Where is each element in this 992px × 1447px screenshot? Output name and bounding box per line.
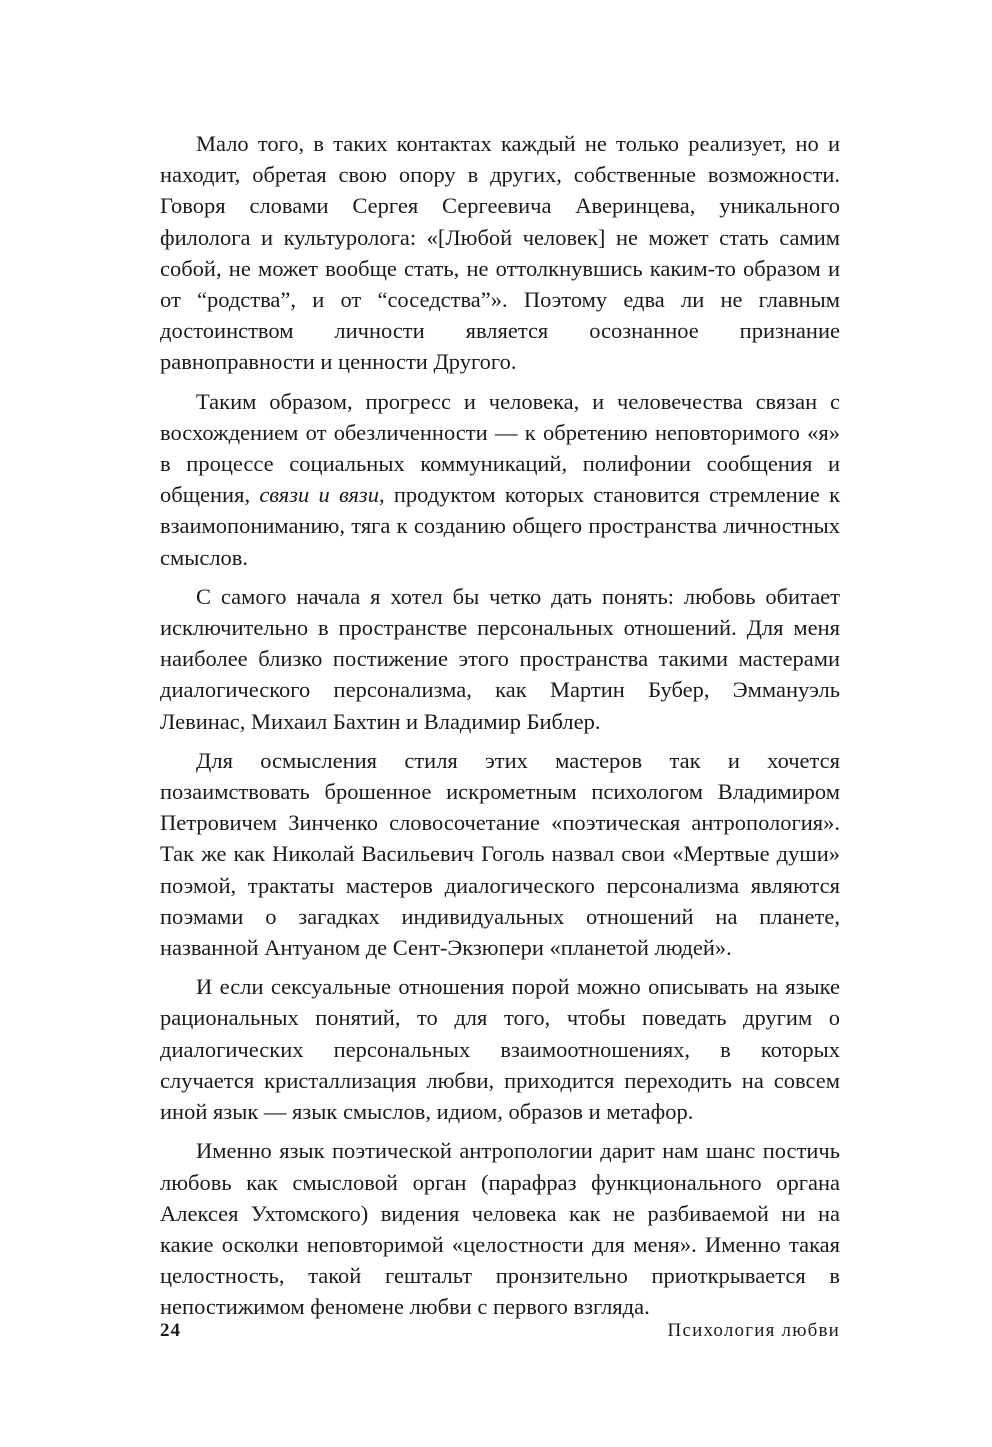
paragraph-1: Мало того, в таких контактах каждый не только реализует, но и находит, обретая свою опору в других, собственные возможности. Говоря словами Сергея Сергеевича Аверинцева, уникального филолога и культуролога: «[Любой человек] не может стать самим собой, не может вообще стать, не оттолкнувшись каким-то образом и от “родства”, и от “соседства”». Поэтому едва ли не главным достоинством личности является осознанное признание равноправности и ценности Другого.: [160, 131, 840, 375]
paragraph-2: [160, 386, 840, 573]
running-title: Психология любви: [667, 1320, 840, 1341]
page-body: [160, 128, 840, 1331]
page-number: 24: [160, 1320, 181, 1341]
paragraph-2-italic-phrase: связи и вязи: [259, 482, 379, 508]
paragraph-5: И если сексуальные отношения порой можно описывать на языке рациональных понятий, то для того, чтобы поведать другим о диалогических персональных взаимоотношениях, в которых случается кристаллизация любви, приходится переходить на совсем иной язык — язык смыслов, идиом, образов и метафор.: [160, 974, 840, 1125]
paragraph-3: С самого начала я хотел бы четко дать понять: любовь обитает исключительно в пространстве персональных отношений. Для меня наиболее близко постижение этого пространства такими мастерами диалогического персонализма, как Мартин Бубер, Эммануэль Левинас, Михаил Бахтин и Владимир Библер.: [160, 583, 840, 734]
paragraph-2-text-start: Таким образом, прогресс и человека, и человечества связан с восхождением от обезличенности — к обретению неповторимого «я» в процессе социальных коммуникаций, полифонии сообщения и общения,: [160, 388, 840, 508]
paragraph-6: Именно язык поэтической антропологии дарит нам шанс постичь любовь как смысловой орган (парафраз функционального органа Алексея Ухтомского) видения человека как не разбиваемой ни на какие осколки неповторимой «целостности для меня». Именно такая целостность, такой гештальт пронзительно приоткрывается в непостижимом феномене любви с первого взгляда.: [160, 1138, 840, 1320]
paragraph-2-text-end: , продуктом которых становится стремление к взаимопониманию, тяга к созданию общего пространства личностных смыслов.: [160, 482, 840, 570]
page-footer: [160, 1320, 840, 1350]
paragraph-4: Для осмысления стиля этих мастеров так и хочется позаимствовать брошенное искрометным психологом Владимиром Петровичем Зинченко словосочетание «поэтическая антропология». Так же как Николай Васильевич Гоголь назвал свои «Мертвые души» поэмой, трактаты мастеров диалогического персонализма являются поэмами о загадках индивидуальных отношений на планете, названной Антуаном де Сент-Экзюпери «планетой людей».: [160, 747, 840, 961]
